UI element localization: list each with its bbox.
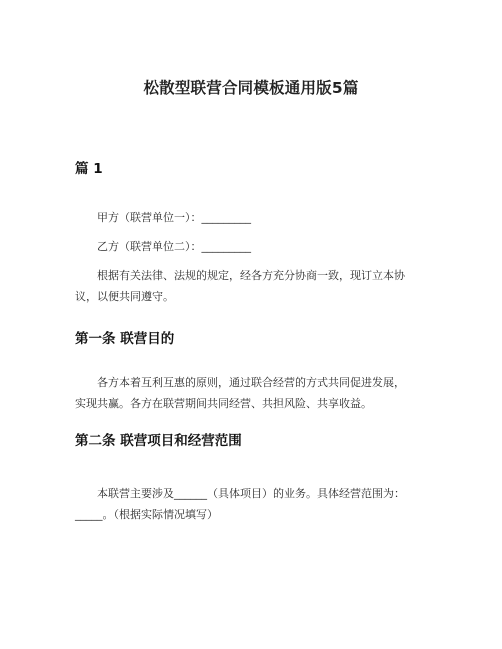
party-a-line <box>75 207 431 228</box>
part-heading: 篇 1 <box>75 161 103 177</box>
document-title: 松散型联营合同模板通用版5篇 <box>143 79 359 97</box>
party-b-line <box>75 236 431 257</box>
article-2-line-1: 本联营主要涉及______（具体项目）的业务。具体经营范围为： <box>97 487 405 500</box>
party-a-text: 甲方（联营单位一）：_________ <box>97 211 251 224</box>
article-2-paragraph <box>75 483 431 525</box>
article-1-line-2: 实现共赢。各方在联营期间共同经营、共担风险、共享收益。 <box>75 397 372 410</box>
article-2-heading: 第二条 联营项目和经营范围 <box>75 433 242 449</box>
article-1-paragraph <box>75 372 431 414</box>
article-1-heading: 第一条 联营目的 <box>75 331 175 347</box>
article-2-line-2: _____。（根据实际情况填写） <box>75 508 218 521</box>
article-1-line-1: 各方本着互利互惠的原则，通过联合经营的方式共同促进发展， <box>97 376 405 389</box>
intro-line-2: 议，以便共同遵守。 <box>75 290 174 303</box>
party-b-text: 乙方（联营单位二）：_________ <box>97 240 251 253</box>
intro-line-1: 根据有关法律、法规的规定，经各方充分协商一致，现订立本协 <box>97 269 405 282</box>
intro-paragraph <box>75 265 431 307</box>
